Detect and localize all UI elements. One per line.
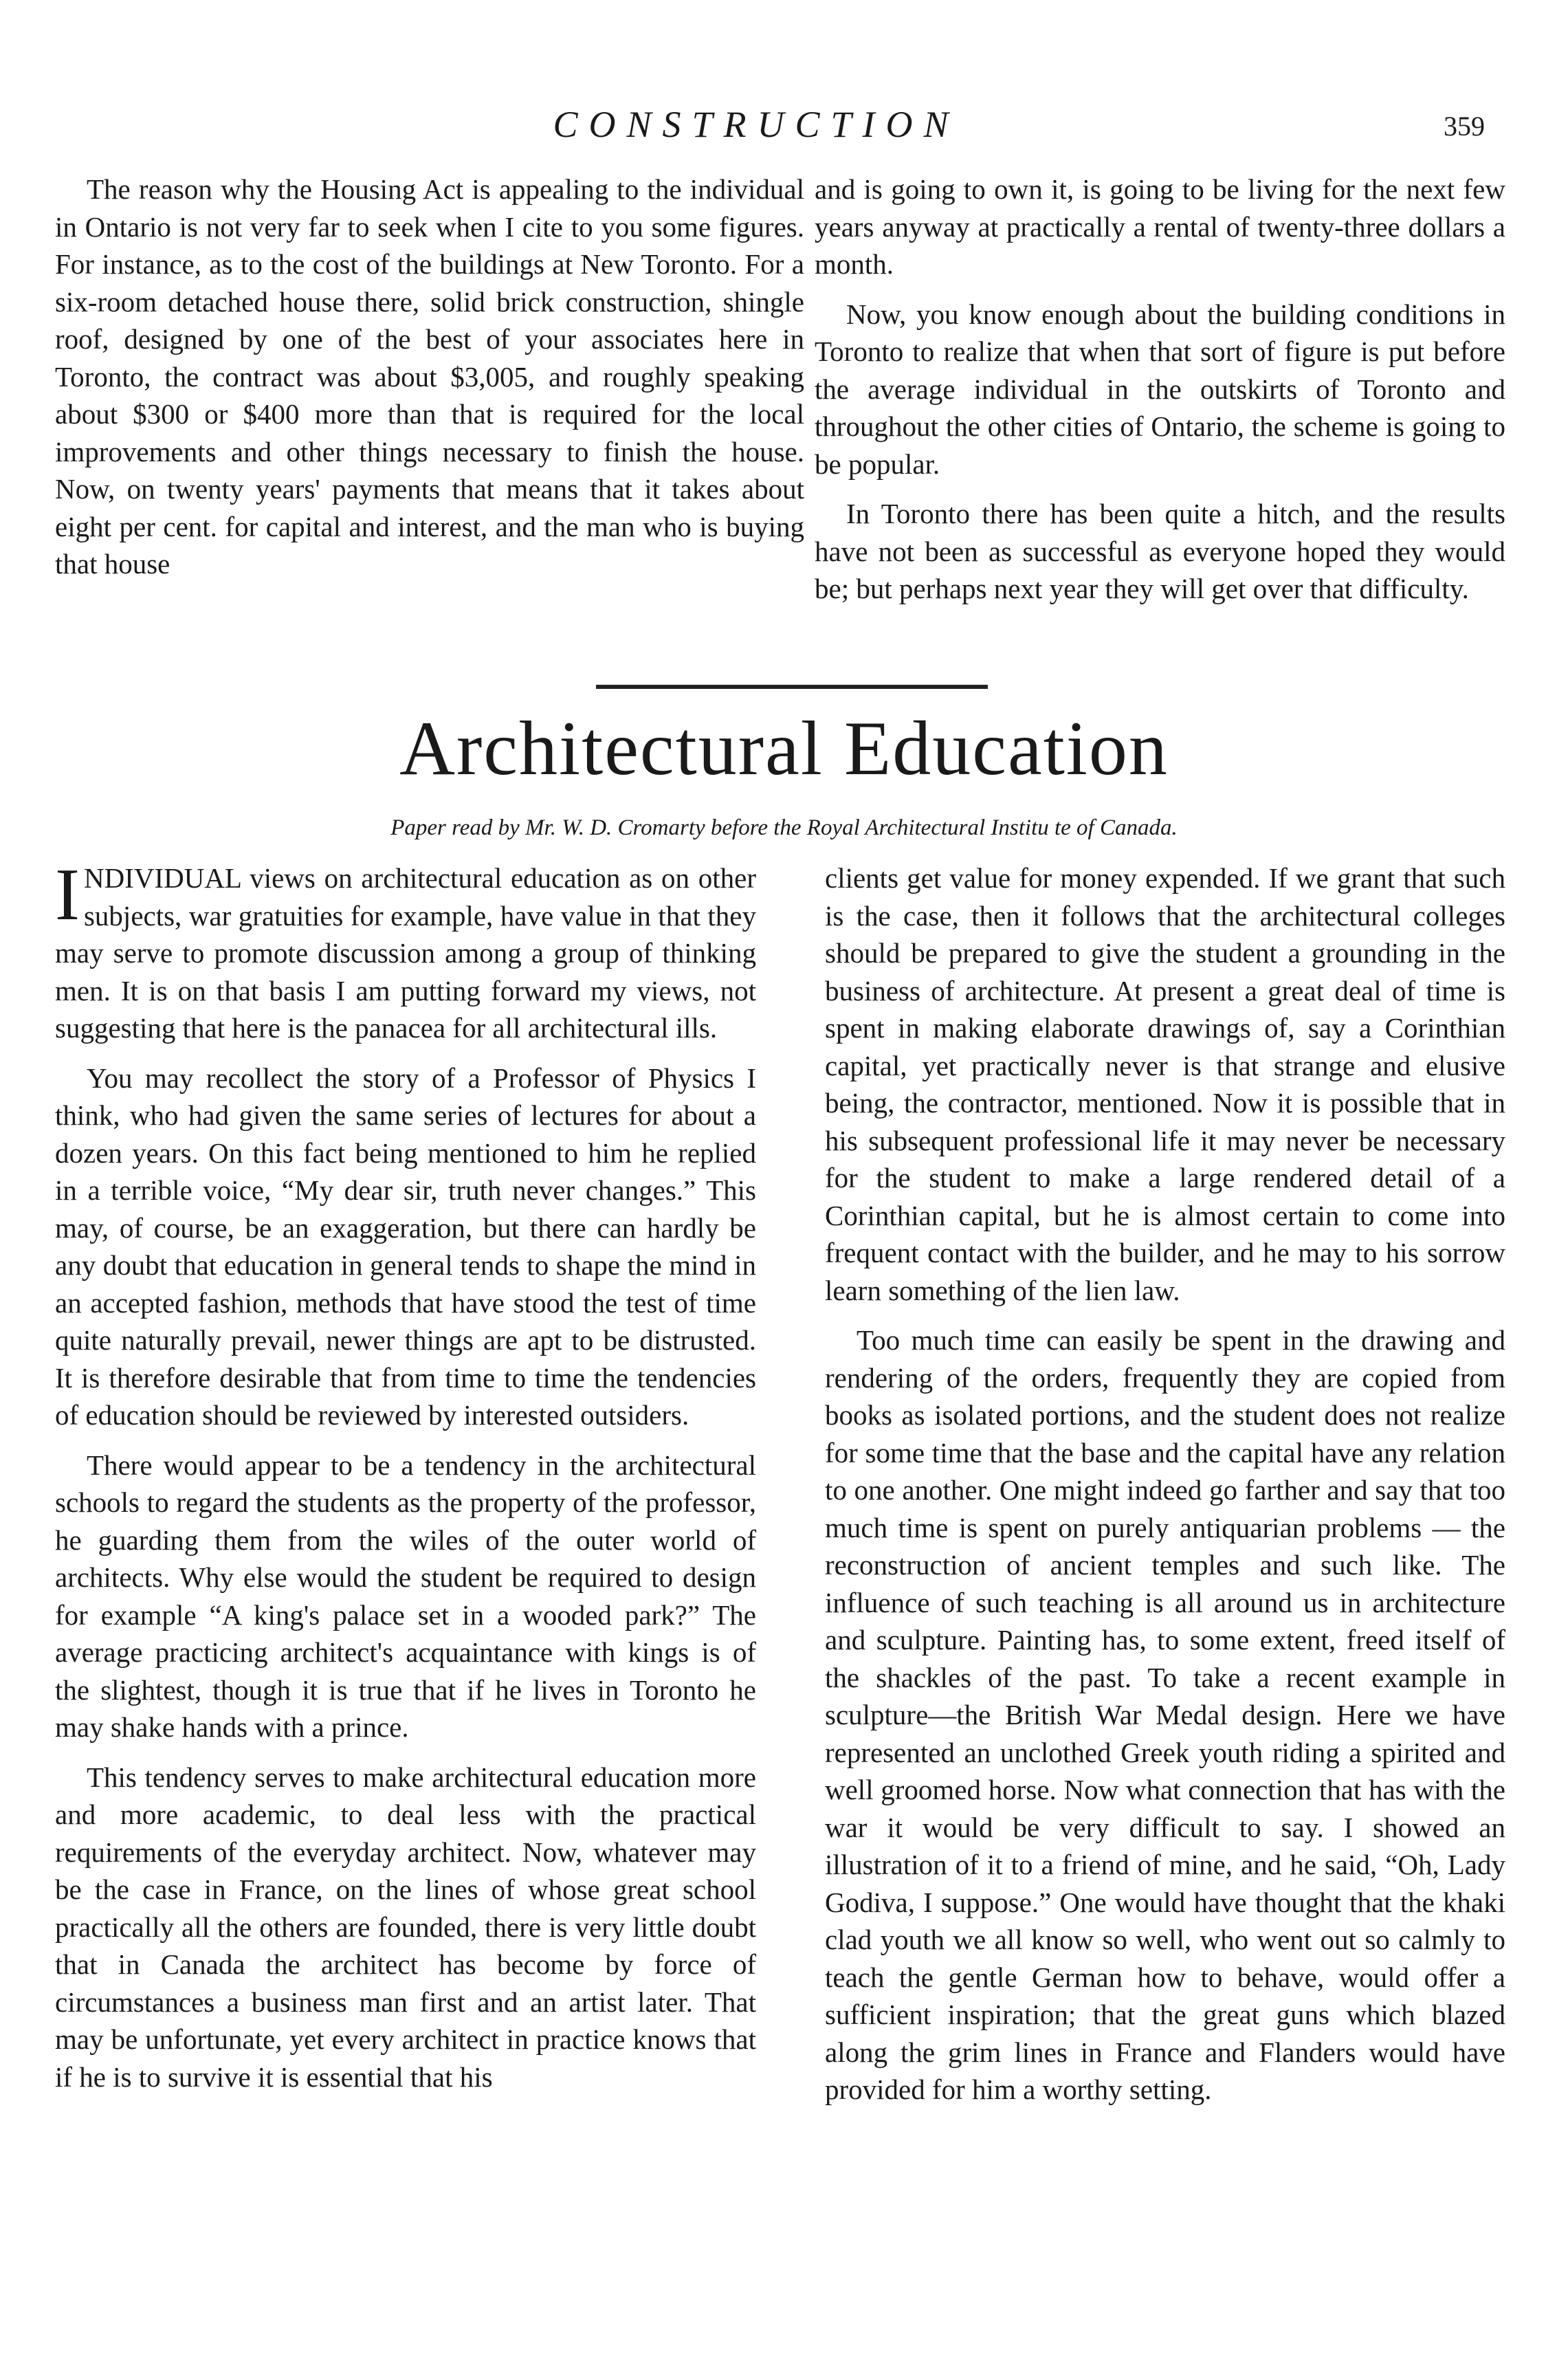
paragraph: You may recollect the story of a Professor of Physics I think, who had given the same series of lectures for about a dozen years. On this fact being mentioned to him he replied in a terrible voice, “My dear sir, truth never changes.” This may, of course, be an exaggeration, but there can hardly be any doubt that education in general tends to shape the mind in an accepted fashion, methods that have stood the test of time quite naturally prevail, newer things are apt to be distrusted. It is therefore desirable that from time to time the tendencies of education should be reviewed by interested outsiders. — [55, 1062, 756, 1431]
article-right-column — [825, 859, 1505, 2121]
running-head: CONSTRUCTION — [553, 104, 960, 145]
section-divider — [596, 685, 988, 689]
paragraph: There would appear to be a tendency in the architectural schools to regard the students as the property of the professor, he guarding them from the wiles of the outer world of architects. Why else would the student be required to design for example “A king's palace set in a wooded park?” The average practicing architect's acquaintance with kings is of the slightest, though it is true that if he lives in Toronto he may shake hands with a prince. — [55, 1449, 756, 1743]
article-left-column — [55, 854, 756, 2108]
paragraph: Now, you know enough about the building conditions in Toronto to realize that when that sort of figure is put before the average individual in the outskirts of Toronto and throughout the other cities of Ontario, the scheme is going to be popular. — [815, 298, 1505, 480]
top-right-column — [815, 171, 1505, 620]
paragraph: This tendency serves to make architectural education more and more academic, to deal less with the practical requirements of the everyday architect. Now, whatever may be the case in France, on the lines of whose great school practically all the others are founded, there is very little doubt that in Canada the architect has become by force of circumstances a business man first and an artist later. That may be unfortunate, yet every architect in practice knows that if he is to survive it is essential that his — [55, 1761, 756, 2093]
paragraph: and is going to own it, is going to be living for the next few years anyway at practically a rental of twenty-three dollars a month. — [815, 173, 1505, 280]
first-paragraph-text: NDIVIDUAL views on architectural education as on other subjects, war gratuities for example, have value in that they may serve to promote discussion among a group of thinking men. It is on that basis I am putting forward my views, not suggesting that here is the panacea for all architectural ills. — [55, 862, 756, 1044]
drop-cap: I — [55, 854, 80, 936]
article-byline: Paper read by Mr. W. D. Cromarty before the Royal Architectural Institu te of Canada. — [390, 815, 1178, 840]
page-number: 359 — [1444, 111, 1485, 142]
paragraph: clients get value for money expended. If we grant that such is the case, then it follows that the architectural colleges should be prepared to give the student a grounding in the business of architecture. At present a great deal of time is spent in making elaborate drawings of, say a Corinthian capital, yet practically never is that strange and elusive being, the contractor, mentioned. Now it is possible that in his subsequent professional life it may never be necessary for the student to make a large rendered detail of a Corinthian capital, but he is almost certain to come into frequent contact with the builder, and he may to his sorrow learn something of the lien law. — [825, 862, 1505, 1306]
paragraph: In Toronto there has been quite a hitch, and the results have not been as successful as everyone hoped they would be; but perhaps next year they will get over that difficulty. — [815, 498, 1505, 604]
article-title: Architectural Education — [399, 706, 1169, 791]
top-left-column — [55, 171, 804, 595]
first-paragraph — [55, 854, 756, 1047]
paragraph: Too much time can easily be spent in the drawing and rendering of the orders, frequently they are copied from books as isolated portions, and the student does not realize for some time that the base and the capital have any relation to one another. One might indeed go farther and say that too much time is spent on purely antiquarian problems — the reconstruction of ancient temples and such like. The influence of such teaching is all around us in architecture and sculpture. Painting has, to some extent, freed itself of the shackles of the past. To take a recent example in sculpture—the British War Medal design. Here we have represented an unclothed Greek youth riding a spirited and well groomed horse. Now what connection that has with the war it would be very difficult to say. I showed an illustration of it to a friend of mine, and he said, “Oh, Lady Godiva, I suppose.” One would have thought that the khaki clad youth we all know so well, who went out so calmly to teach the gentle German how to behave, would offer a sufficient inspiration; that the great guns which blazed along the grim lines in France and Flanders would have provided for him a worthy setting. — [825, 1324, 1505, 2105]
paragraph: The reason why the Housing Act is appealing to the individual in Ontario is not very far to seek when I cite to you some figures. For instance, as to the cost of the buildings at New Toronto. For a six-room detached house there, solid brick construction, shingle roof, designed by one of the best of your associates here in Toronto, the contract was about $3,005, and roughly speaking about $300 or $400 more than that is required for the local improvements and other things necessary to finish the house. Now, on twenty years' payments that means that it takes about eight per cent. for capital and interest, and the man who is buying that house — [55, 173, 804, 580]
